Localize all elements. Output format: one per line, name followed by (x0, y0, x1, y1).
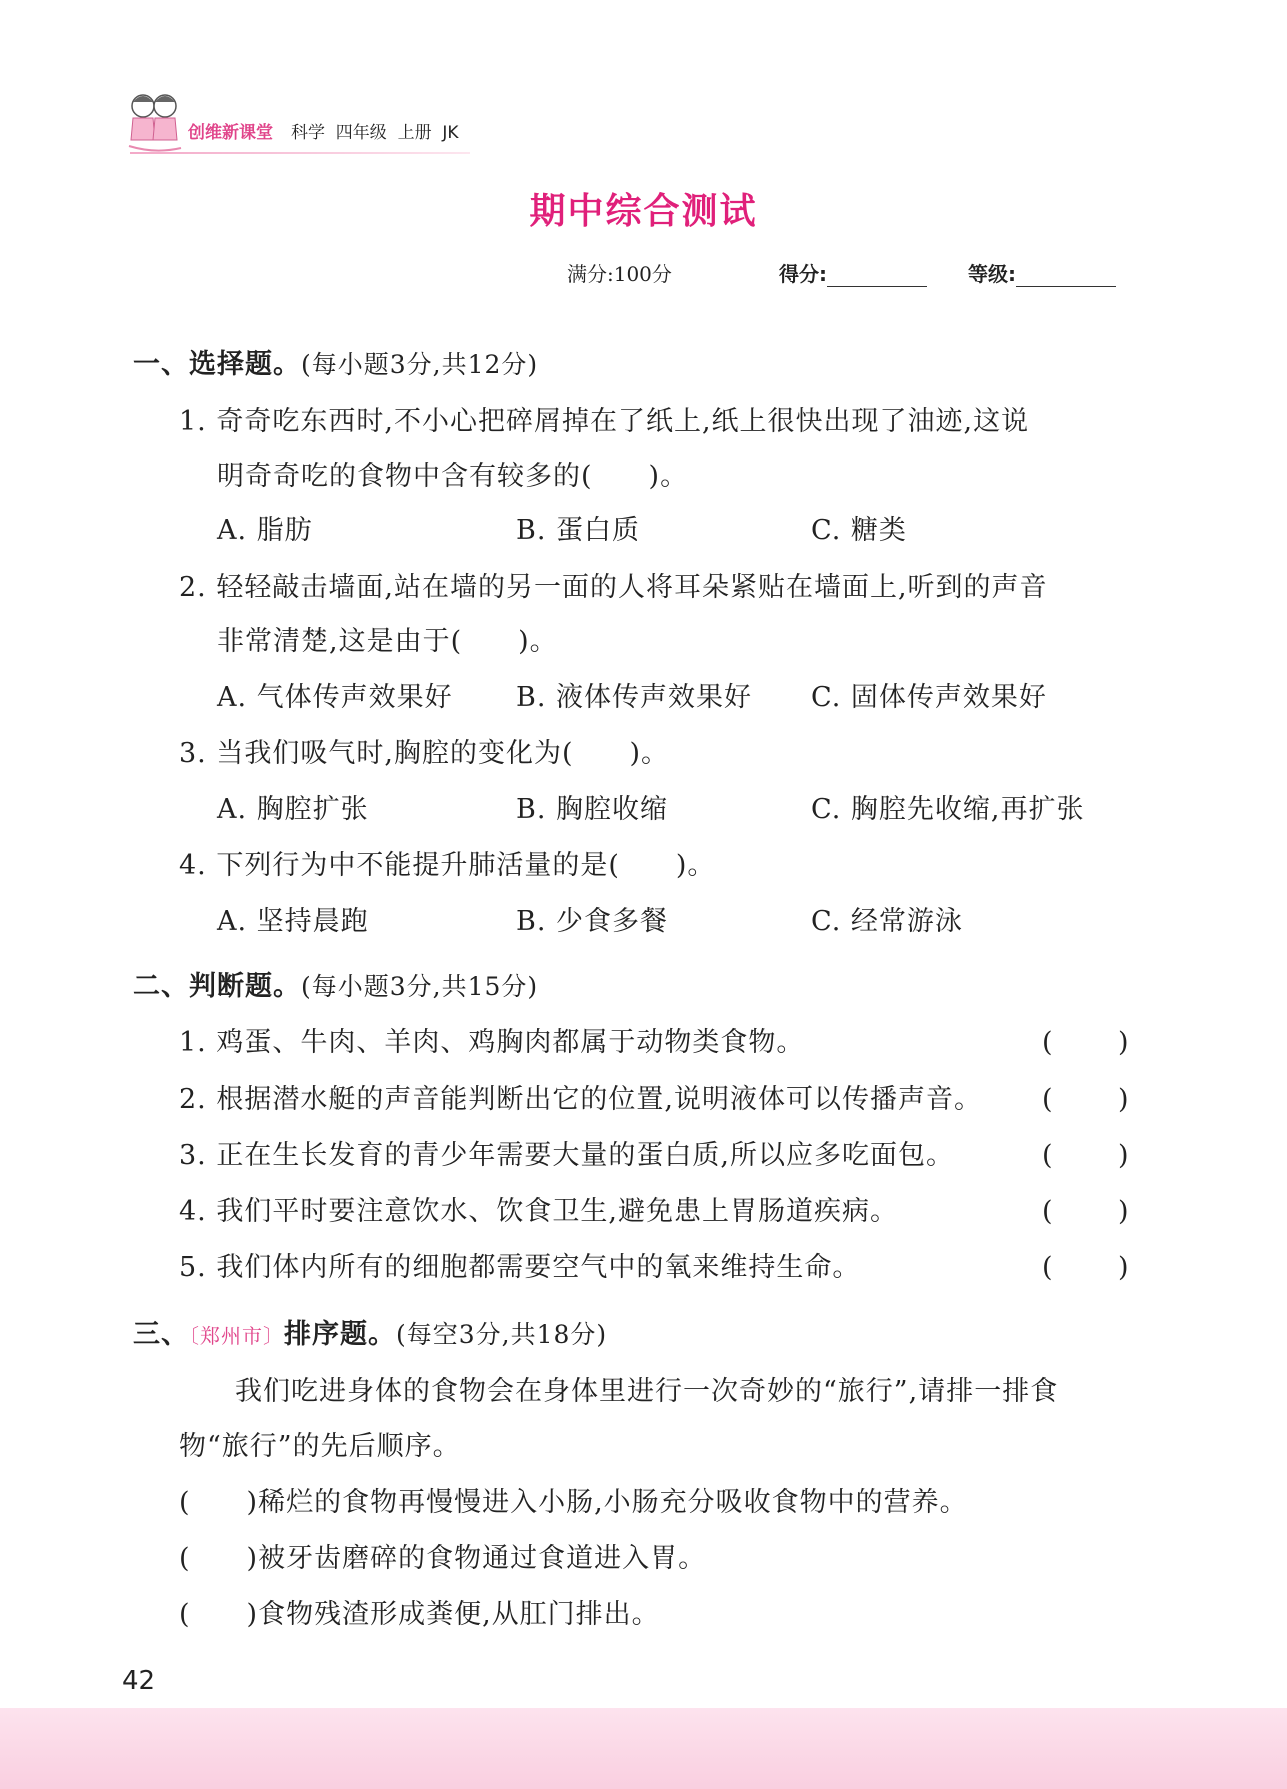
item-num: 5. (179, 1252, 207, 1283)
grade-blank[interactable] (1016, 266, 1116, 287)
book-header (188, 118, 459, 143)
intro-text: 物“旅行”的先后顺序。 (179, 1431, 461, 1462)
option-b[interactable]: B. 蛋白质 (516, 515, 641, 546)
q-num: 1. (179, 406, 207, 437)
item-num: 3. (179, 1140, 207, 1171)
section-title: 一、选择题。 (133, 349, 301, 380)
answer-paren-close[interactable]: ) (1118, 1140, 1129, 1171)
option-c[interactable]: C. 糖类 (811, 515, 907, 546)
item-num: 2. (179, 1084, 207, 1115)
judge-item (179, 1083, 982, 1117)
answer-paren-open[interactable]: ( (1042, 1140, 1053, 1171)
option-c[interactable]: C. 固体传声效果好 (811, 682, 1047, 713)
option-b[interactable]: B. 胸腔收缩 (516, 794, 669, 825)
option-c[interactable]: C. 经常游泳 (811, 906, 963, 937)
book-info: 科学 四年级 上册 JK (291, 123, 459, 143)
item-text: 我们平时要注意饮水、饮食卫生,避免患上胃肠道疾病。 (216, 1196, 898, 1227)
q1 (179, 405, 1029, 439)
answer-paren-open[interactable]: ( (1042, 1027, 1053, 1058)
section1-heading (133, 348, 538, 382)
judge-item (179, 1026, 804, 1060)
option-a[interactable]: A. 脂肪 (217, 515, 313, 546)
item-text: 根据潜水艇的声音能判断出它的位置,说明液体可以传播声音。 (216, 1084, 982, 1115)
item-num: 1. (179, 1027, 207, 1058)
q-text: 当我们吸气时,胸腔的变化为( )。 (216, 738, 670, 769)
q3 (179, 737, 669, 771)
answer-paren-close[interactable]: ) (1118, 1027, 1129, 1058)
q-text: 奇奇吃东西时,不小心把碎屑掉在了纸上,纸上很快出现了油迹,这说 (216, 406, 1030, 437)
section3-heading (133, 1318, 607, 1353)
answer-paren-open[interactable]: ( (1042, 1084, 1053, 1115)
option-a[interactable]: A. 气体传声效果好 (217, 682, 453, 713)
order-item[interactable]: ( )稀烂的食物再慢慢进入小肠,小肠充分吸收食物中的营养。 (179, 1487, 968, 1518)
section-prefix: 三、 (133, 1319, 189, 1350)
option-a[interactable]: A. 坚持晨跑 (217, 906, 369, 937)
answer-paren-open[interactable]: ( (1042, 1252, 1053, 1283)
item-text: 正在生长发育的青少年需要大量的蛋白质,所以应多吃面包。 (216, 1140, 954, 1171)
option-a[interactable]: A. 胸腔扩张 (217, 794, 369, 825)
score-blank[interactable] (827, 266, 927, 287)
page-title: 期中综合测试 (529, 191, 758, 232)
q2 (179, 571, 1048, 605)
q-num: 3. (179, 738, 207, 769)
item-text: 鸡蛋、牛肉、羊肉、鸡胸肉都属于动物类食物。 (216, 1027, 805, 1058)
header-divider (130, 152, 470, 154)
item-text: 我们体内所有的细胞都需要空气中的氧来维持生命。 (216, 1252, 861, 1283)
order-item[interactable]: ( )被牙齿磨碎的食物通过食道进入胃。 (179, 1543, 707, 1574)
order-item[interactable]: ( )食物残渣形成粪便,从肛门排出。 (179, 1599, 660, 1630)
section-note: (每空3分,共18分) (396, 1320, 608, 1349)
intro-text: 我们吃进身体的食物会在身体里进行一次奇妙的“旅行”,请排一排食 (235, 1376, 1059, 1407)
q-num: 2. (179, 572, 207, 603)
section2-heading (133, 970, 538, 1004)
grade-field (968, 258, 1116, 287)
q-num: 4. (179, 850, 207, 881)
option-c[interactable]: C. 胸腔先收缩,再扩张 (811, 794, 1085, 825)
q-text: 非常清楚,这是由于( )。 (217, 626, 558, 657)
brand-name: 创维新课堂 (188, 123, 273, 143)
section-note: (每小题3分,共15分) (301, 972, 539, 1001)
page-number: 42 (122, 1666, 156, 1696)
answer-paren-open[interactable]: ( (1042, 1196, 1053, 1227)
item-num: 4. (179, 1196, 207, 1227)
full-score: 满分:100分 (567, 262, 672, 286)
cartoon-kids-logo (125, 88, 185, 154)
footer-band (0, 1708, 1287, 1789)
q-text: 明奇奇吃的食物中含有较多的( )。 (217, 461, 689, 492)
option-b[interactable]: B. 少食多餐 (516, 906, 669, 937)
answer-paren-close[interactable]: ) (1118, 1196, 1129, 1227)
section-title: 二、判断题。 (133, 971, 301, 1002)
q-text: 轻轻敲击墙面,站在墙的另一面的人将耳朵紧贴在墙面上,听到的声音 (216, 572, 1048, 603)
score-field (779, 258, 927, 287)
region-tag: 〔郑州市〕 (189, 1324, 284, 1348)
section-title: 排序题。 (284, 1319, 396, 1350)
q-text: 下列行为中不能提升肺活量的是( )。 (216, 850, 716, 881)
judge-item (179, 1139, 954, 1173)
answer-paren-close[interactable]: ) (1118, 1252, 1129, 1283)
answer-paren-close[interactable]: ) (1118, 1084, 1129, 1115)
judge-item (179, 1251, 860, 1285)
score-label: 得分: (779, 262, 827, 286)
grade-label: 等级: (968, 262, 1016, 286)
section-note: (每小题3分,共12分) (301, 350, 539, 379)
q4 (179, 849, 715, 883)
option-b[interactable]: B. 液体传声效果好 (516, 682, 753, 713)
judge-item (179, 1195, 898, 1229)
